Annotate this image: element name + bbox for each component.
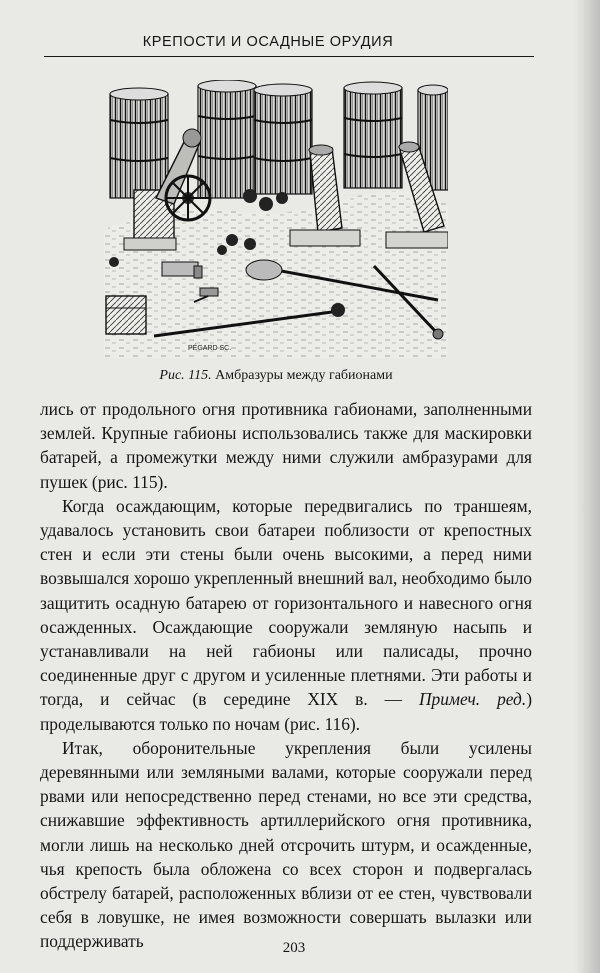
gabion-3 [254, 84, 312, 194]
gabion-2 [198, 80, 256, 198]
paragraph-3: Итак, оборонительные укрепления были усилены деревянными или земляными валами, которые сооружали перед рвами или непосредственно перед стенами, но все эти средства, снижавшие эффективность артиллерийского огня противника, могли лишь на несколько дней отсрочить штурм, и осажденные, чья крепость была обложена со всех сторон и подвергалась обстрелу батарей, расположенных вблизи от ее стен, чувствовали себя в ловушке, не имея возможности совершать вылазки или поддерживать [40, 737, 532, 952]
gabion-4 [344, 82, 402, 188]
paragraph-2 [40, 494, 532, 736]
figure-115-illustration [104, 80, 448, 358]
caption-text: Амбразуры между габионами [211, 368, 393, 383]
page-number: 203 [282, 940, 306, 956]
body-text [40, 397, 532, 954]
wooden-crate [106, 296, 146, 334]
caption-label: Рис. 115. [159, 368, 212, 383]
paragraph-2-part-a: Когда осаждающим, которые передвигались по траншеям, удавалось установить свои батареи поблизости от крепостных стен и если эти стены были очень высокими, а перед ними возвышался хорошо укрепленный внешний вал, необходимо было защитить осадную батарею от горизонтального и навесного огня осажденных. Осаждающие сооружали земляную насыпь и устанавливали на ней габионы или палисады, прочно соединенные друг с другом и усиленные плетнями. Эти работы и тогда, и сейчас (в середине XIX в. — [40, 495, 532, 710]
engraver-signature: PÉGARD SC. [188, 345, 232, 352]
paragraph-2-part-b: ) проделываются только по ночам (рис. 116). [40, 689, 532, 734]
paragraph-1: лись от продольного огня противника габионами, заполненными землей. Крупные габионы использовались также для маскировки батарей, а промежутки между ними служили амбразурами для пушек (рис. 115). [40, 399, 532, 492]
running-header: КРЕПОСТИ И ОСАДНЫЕ ОРУДИЯ [142, 34, 394, 50]
gabion-1 [110, 88, 168, 198]
editor-note: Примеч. ред. [418, 689, 527, 710]
figure-caption [86, 368, 466, 384]
header-rule [44, 56, 534, 57]
page-edge-shadow [574, 0, 600, 973]
